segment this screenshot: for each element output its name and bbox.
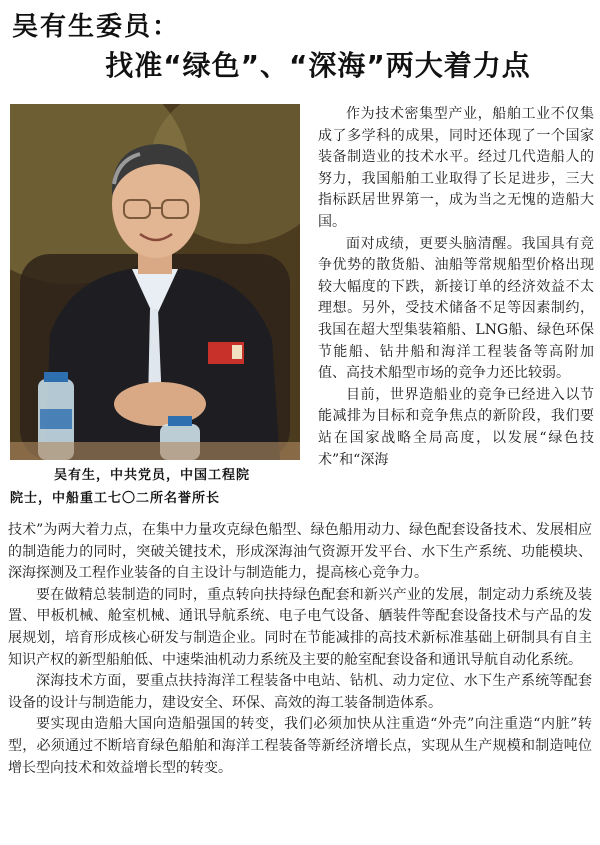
article-paragraph-3-start: 目前，世界造船业的竞争已经进入以节能减排为目标和竞争焦点的新阶段，我们要站在国家战略全局高度，以发展“绿色技术”和“深海	[318, 386, 594, 468]
photo-caption	[6, 464, 306, 510]
article-paragraph-3-continued: 技术”为两大着力点，在集中力量攻克绿色船型、绿色船用动力、绿色配套设备技术、发展相应的制造能力的同时，突破关键技术，形成深海油气资源开发平台、水下生产系统、功能模块、深海探测及工程作业装备的自主设计与制造能力，提高核心竞争力。	[8, 522, 592, 582]
article-paragraph-5: 深海技术方面，要重点扶持海洋工程装备中电站、钻机、动力定位、水下生产系统等配套设备的设计与制造能力，建设安全、环保、高效的海工装备制造体系。	[8, 673, 592, 711]
article-paragraph-6: 要实现由造船大国向造船强国的转变，我们必须加快从注重造“外壳”向注重造“内脏”转型，必须通过不断培育绿色船舶和海洋工程装备等新经济增长点，实现从生产规模和制造吨位增长型向技术和效益增长型的转变。	[8, 716, 592, 776]
article-column-right	[318, 104, 594, 471]
caption-line-2: 院士，中船重工七〇二所名誉所长	[10, 491, 221, 506]
headline-title: 找准“绿色”、“深海”两大着力点	[105, 49, 531, 82]
portrait-illustration	[10, 104, 300, 460]
article-paragraph-1: 作为技术密集型产业，船舶工业不仅集成了多学科的成果，同时还体现了一个国家装备制造业的技术水平。经过几代造船人的努力，我国船舶工业取得了长足进步，三大指标跃居世界第一，成为当之无愧的造船大国。	[318, 106, 594, 230]
portrait-photo	[10, 104, 300, 460]
article-full-width	[8, 520, 592, 779]
article-paragraph-4: 要在做精总装制造的同时，重点转向扶持绿色配套和新兴产业的发展，制定动力系统及装置、甲板机械、舱室机械、通讯导航系统、电子电气设备、舾装件等配套设备技术与产品的发展规划，培育形成核心研发与制造企业。同时在节能减排的高技术新标准基础上研制具有自主知识产权的新型船舶低、中速柴油机动力系统及主要的舱室配套设备和通讯导航自动化系统。	[8, 586, 592, 668]
photo-block	[6, 104, 306, 514]
headline-kicker: 吴有生委员：	[12, 12, 181, 42]
caption-line-1: 吴有生，中共党员，中国工程院	[54, 468, 251, 483]
article-paragraph-2: 面对成绩，更要头脑清醒。我国具有竞争优势的散货船、油船等常规船型价格出现较大幅度的下跌，新接订单的经济效益不太理想。另外，受技术储备不足等因素制约，我国在超大型集装箱船、LNG船、绿色环保节能船、钻井船和海洋工程装备等高附加值、高技术船型市场的竞争力还比较弱。	[318, 235, 594, 382]
